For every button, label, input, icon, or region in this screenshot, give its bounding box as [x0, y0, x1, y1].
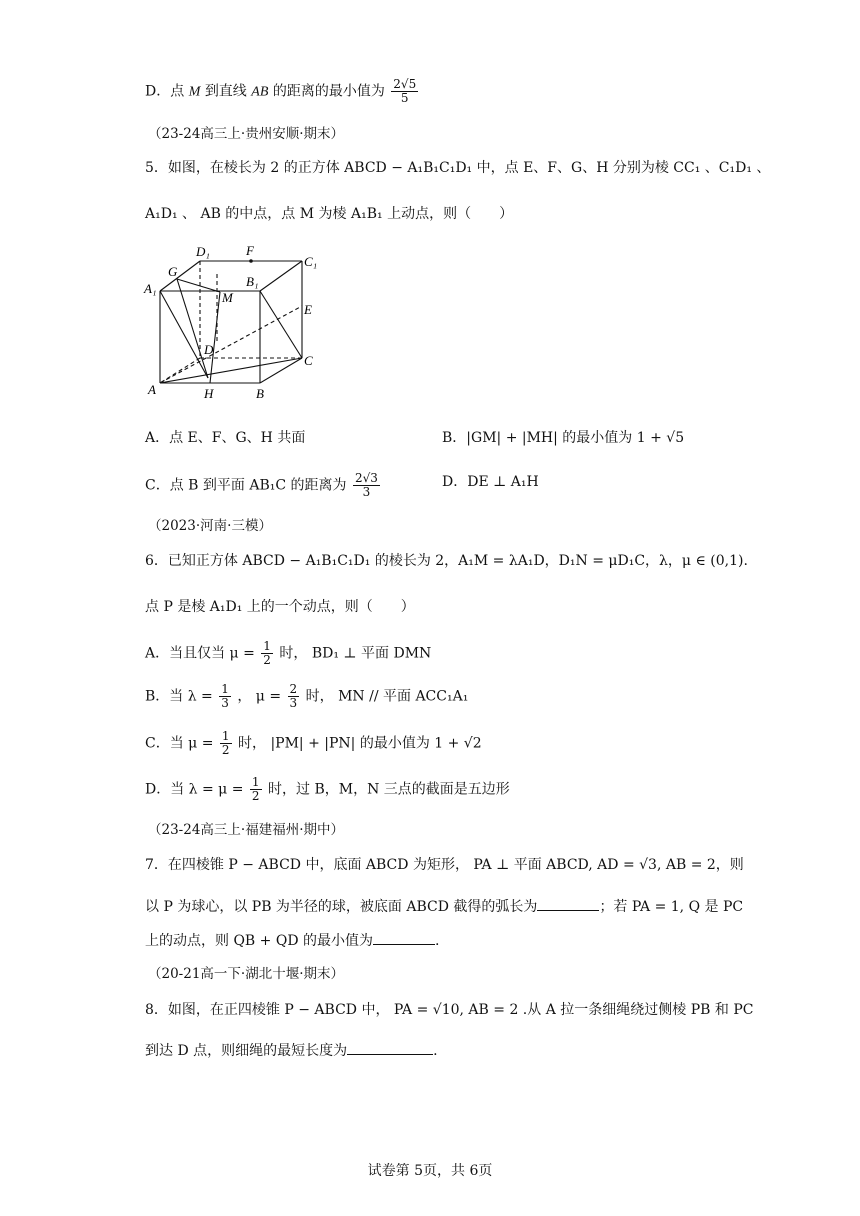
fraction: $\frac{1}{2}$ — [251, 775, 260, 803]
answer-blank — [347, 1040, 433, 1055]
fraction: $\frac{1}{3}$ — [221, 682, 229, 710]
label-c: C — [304, 353, 313, 368]
q5-source: （2023·河南·三模） — [148, 518, 272, 534]
q4-option-d: D．点 M 到直线 AB 的距离的最小值为 $\frac{2√5}{5}$ — [145, 77, 417, 105]
answer-blank — [537, 896, 599, 911]
label-a: A — [148, 382, 156, 397]
label-h: H — [204, 386, 214, 401]
q7-stem-line1: 7．在四棱锥 P − ABCD 中，底面 ABCD 为矩形， PA ⊥ 平面 ABCD, AD = √3, AB = 2，则 — [145, 857, 744, 873]
q5-stem-line1: 5．如图，在棱长为 2 的正方体 ABCD − A₁B₁C₁D₁ 中，点 E、F、G、H 分别为棱 CC₁ 、C₁D₁ 、 — [145, 160, 771, 176]
q5-option-c: C．点 B 到平面 AB₁C 的距离为 $\frac{2√3}{3}$ — [145, 471, 378, 499]
q8-stem-line2: 到达 D 点，则细绳的最短长度为 . — [145, 1040, 438, 1061]
q6-source: （23-24高三上·福建福州·期中） — [148, 822, 345, 838]
label-b: B — [256, 386, 264, 401]
q8-stem-line1: 8．如图，在正四棱锥 P − ABCD 中， PA = √10, AB = 2 .从 A 拉一条细绳绕过侧棱 PB 和 PC — [145, 1002, 754, 1018]
fraction: $\frac{2√5}{5}$ — [393, 77, 417, 105]
fraction: $\frac{1}{2}$ — [221, 729, 230, 757]
label-c1: C₁ — [304, 254, 318, 269]
page-footer: 试卷第 5页，共 6页 — [367, 1163, 493, 1179]
label-a1: A₁ — [144, 281, 157, 296]
q5-stem-line2: A₁D₁ 、 AB 的中点，点 M 为棱 A₁B₁ 上动点，则（ ） — [145, 206, 514, 222]
q6-option-a: A．当且仅当 μ = $\frac{1}{2}$ 时， BD₁ ⊥ 平面 DMN — [145, 639, 432, 667]
q4-source: （23-24高三上·贵州安顺·期末） — [148, 126, 345, 142]
answer-blank — [373, 930, 435, 945]
q5-option-d: D．DE ⊥ A₁H — [442, 474, 539, 490]
q6-option-c: C．当 μ = $\frac{1}{2}$ 时， |PM| + |PN| 的最小值为 1 + √2 — [145, 729, 482, 757]
fraction: $\frac{1}{2}$ — [263, 639, 271, 667]
q6-stem-line2: 点 P 是棱 A₁D₁ 上的一个动点，则（ ） — [145, 599, 415, 615]
label-e: E — [304, 302, 312, 317]
q5-option-b: B．|GM| + |MH| 的最小值为 1 + √5 — [442, 430, 685, 446]
label-g: G — [168, 264, 178, 279]
q5-option-a: A．点 E、F、G、H 共面 — [145, 430, 306, 446]
point-f-dot — [249, 259, 253, 263]
q6-option-b: B．当 λ = $\frac{1}{3}$ ， μ = $\frac{2}{3}$ 时， MN // 平面 ACC₁A₁ — [145, 682, 469, 710]
label-f: F — [246, 243, 254, 258]
cube-figure — [140, 238, 330, 408]
label-d: D — [204, 342, 214, 357]
q7-stem-line3: 上的动点，则 QB + QD 的最小值为 . — [145, 930, 439, 951]
label-b1: B₁ — [246, 274, 259, 289]
q7-stem-line2: 以 P 为球心，以 PB 为半径的球，被底面 ABCD 截得的弧长为 ；若 PA = 1, Q 是 PC — [145, 896, 743, 917]
fraction: $\frac{2√3}{3}$ — [354, 471, 378, 499]
q6-stem-line1: 6．已知正方体 ABCD − A₁B₁C₁D₁ 的棱长为 2，A₁M = λA₁D，D₁N = μD₁C，λ，μ ∈ (0,1). — [145, 553, 748, 569]
label-d1: D₁ — [196, 244, 210, 259]
q6-option-d: D．当 λ = μ = $\frac{1}{2}$ 时，过 B，M，N 三点的截面是五边形 — [145, 775, 510, 803]
q7-source: （20-21高一下·湖北十堰·期末） — [148, 966, 345, 982]
label-m: M — [222, 290, 233, 305]
fraction: $\frac{2}{3}$ — [289, 682, 298, 710]
